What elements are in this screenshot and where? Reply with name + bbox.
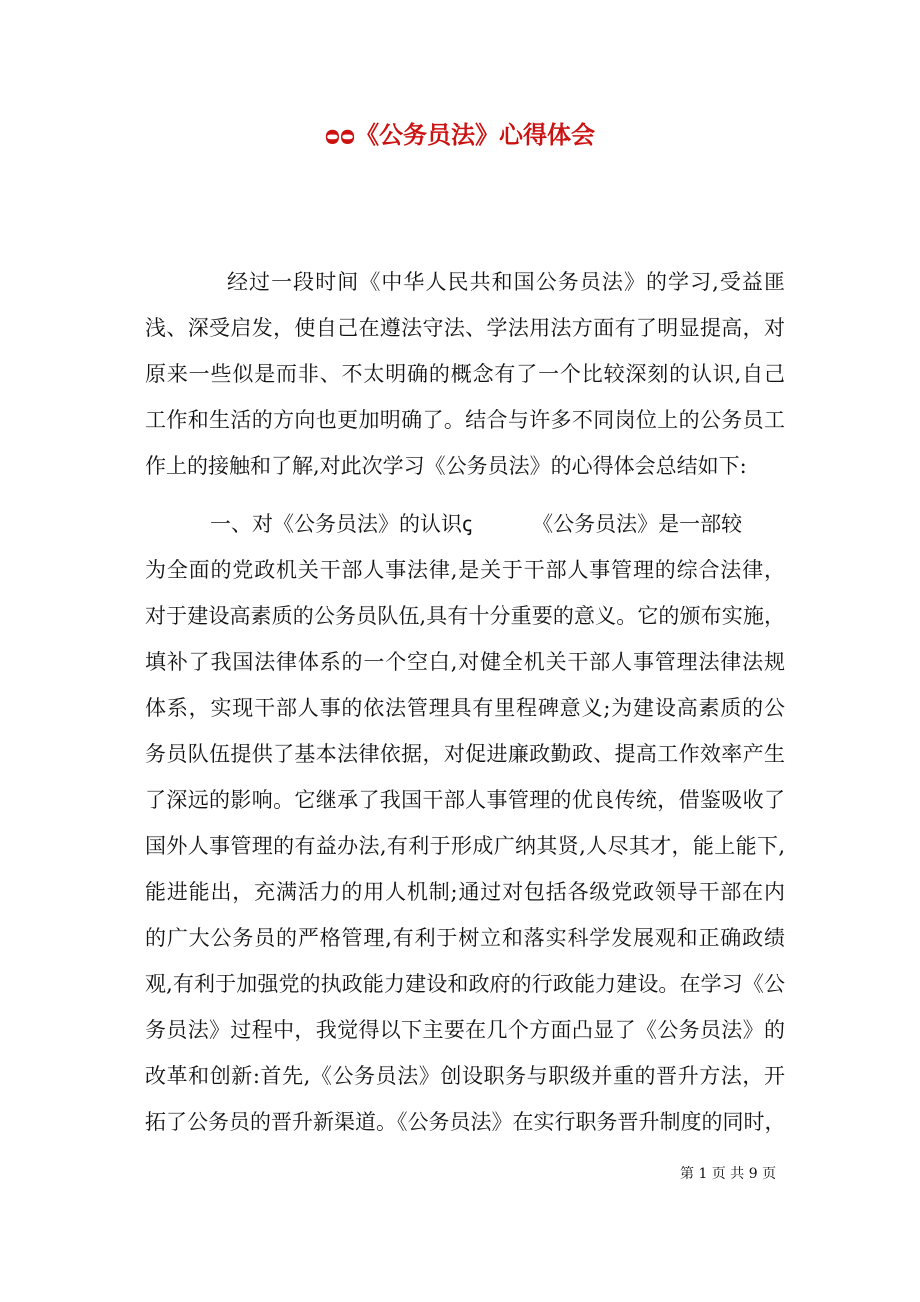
section-heading-line bbox=[210, 509, 785, 539]
text-line: 务员法》过程中，我觉得以下主要在几个方面凸显了《公务员法》的 bbox=[145, 1018, 785, 1042]
text-line: 观,有利于加强党的执政能力建设和政府的行政能力建设。在学习《公 bbox=[145, 972, 785, 996]
text-line: 原来一些似是而非、不太明确的概念有了一个比较深刻的认识,自己 bbox=[145, 362, 785, 386]
text-line: 浅、深受启发，使自己在遵法守法、学法用法方面有了明显提高，对 bbox=[145, 316, 785, 340]
section-heading: 一、对《公务员法》的认识 bbox=[210, 512, 462, 536]
text-line: 工作和生活的方向也更加明确了。结合与许多不同岗位上的公务员工 bbox=[145, 408, 785, 432]
document-title: ᴑᴑ《公务员法》心得体会 bbox=[324, 120, 596, 149]
text-line: 体系，实现干部人事的依法管理具有里程碑意义;为建设高素质的公 bbox=[145, 696, 785, 720]
paragraph-law-start: 《公务员法》是一部较 bbox=[532, 512, 743, 536]
text-line: 了深远的影响。它继承了我国干部人事管理的优良传统，借鉴吸收了 bbox=[145, 788, 785, 812]
text-line: 拓了公务员的晋升新渠道。《公务员法》在实行职务晋升制度的同时， bbox=[145, 1110, 786, 1134]
text-line: 作上的接触和了解,对此次学习《公务员法》的心得体会总结如下: bbox=[145, 454, 747, 478]
text-line: 经过一段时间《中华人民共和国公务员法》的学习,受益匪 bbox=[227, 270, 785, 294]
section-mark: ꞔ bbox=[462, 512, 473, 536]
text-line: 能进能出，充满活力的用人机制;通过对包括各级党政领导干部在内 bbox=[145, 880, 785, 904]
text-line: 国外人事管理的有益办法,有利于形成广纳其贤,人尽其才，能上能下, bbox=[145, 834, 785, 858]
page-number-footer: 第 1 页 共 9 页 bbox=[680, 1166, 777, 1182]
text-line: 填补了我国法律体系的一个空白,对健全机关干部人事管理法律法规 bbox=[145, 650, 785, 674]
text-line: 改革和创新:首先,《公务员法》创设职务与职级并重的晋升方法，开 bbox=[145, 1064, 785, 1088]
text-line: 的广大公务员的严格管理,有利于树立和落实科学发展观和正确政绩 bbox=[145, 926, 785, 950]
text-line: 务员队伍提供了基本法律依据，对促进廉政勤政、提高工作效率产生 bbox=[145, 742, 785, 766]
text-line: 对于建设高素质的公务员队伍,具有十分重要的意义。它的颁布实施， bbox=[145, 604, 785, 628]
text-line: 为全面的党政机关干部人事法律,是关于干部人事管理的综合法律， bbox=[145, 558, 785, 582]
